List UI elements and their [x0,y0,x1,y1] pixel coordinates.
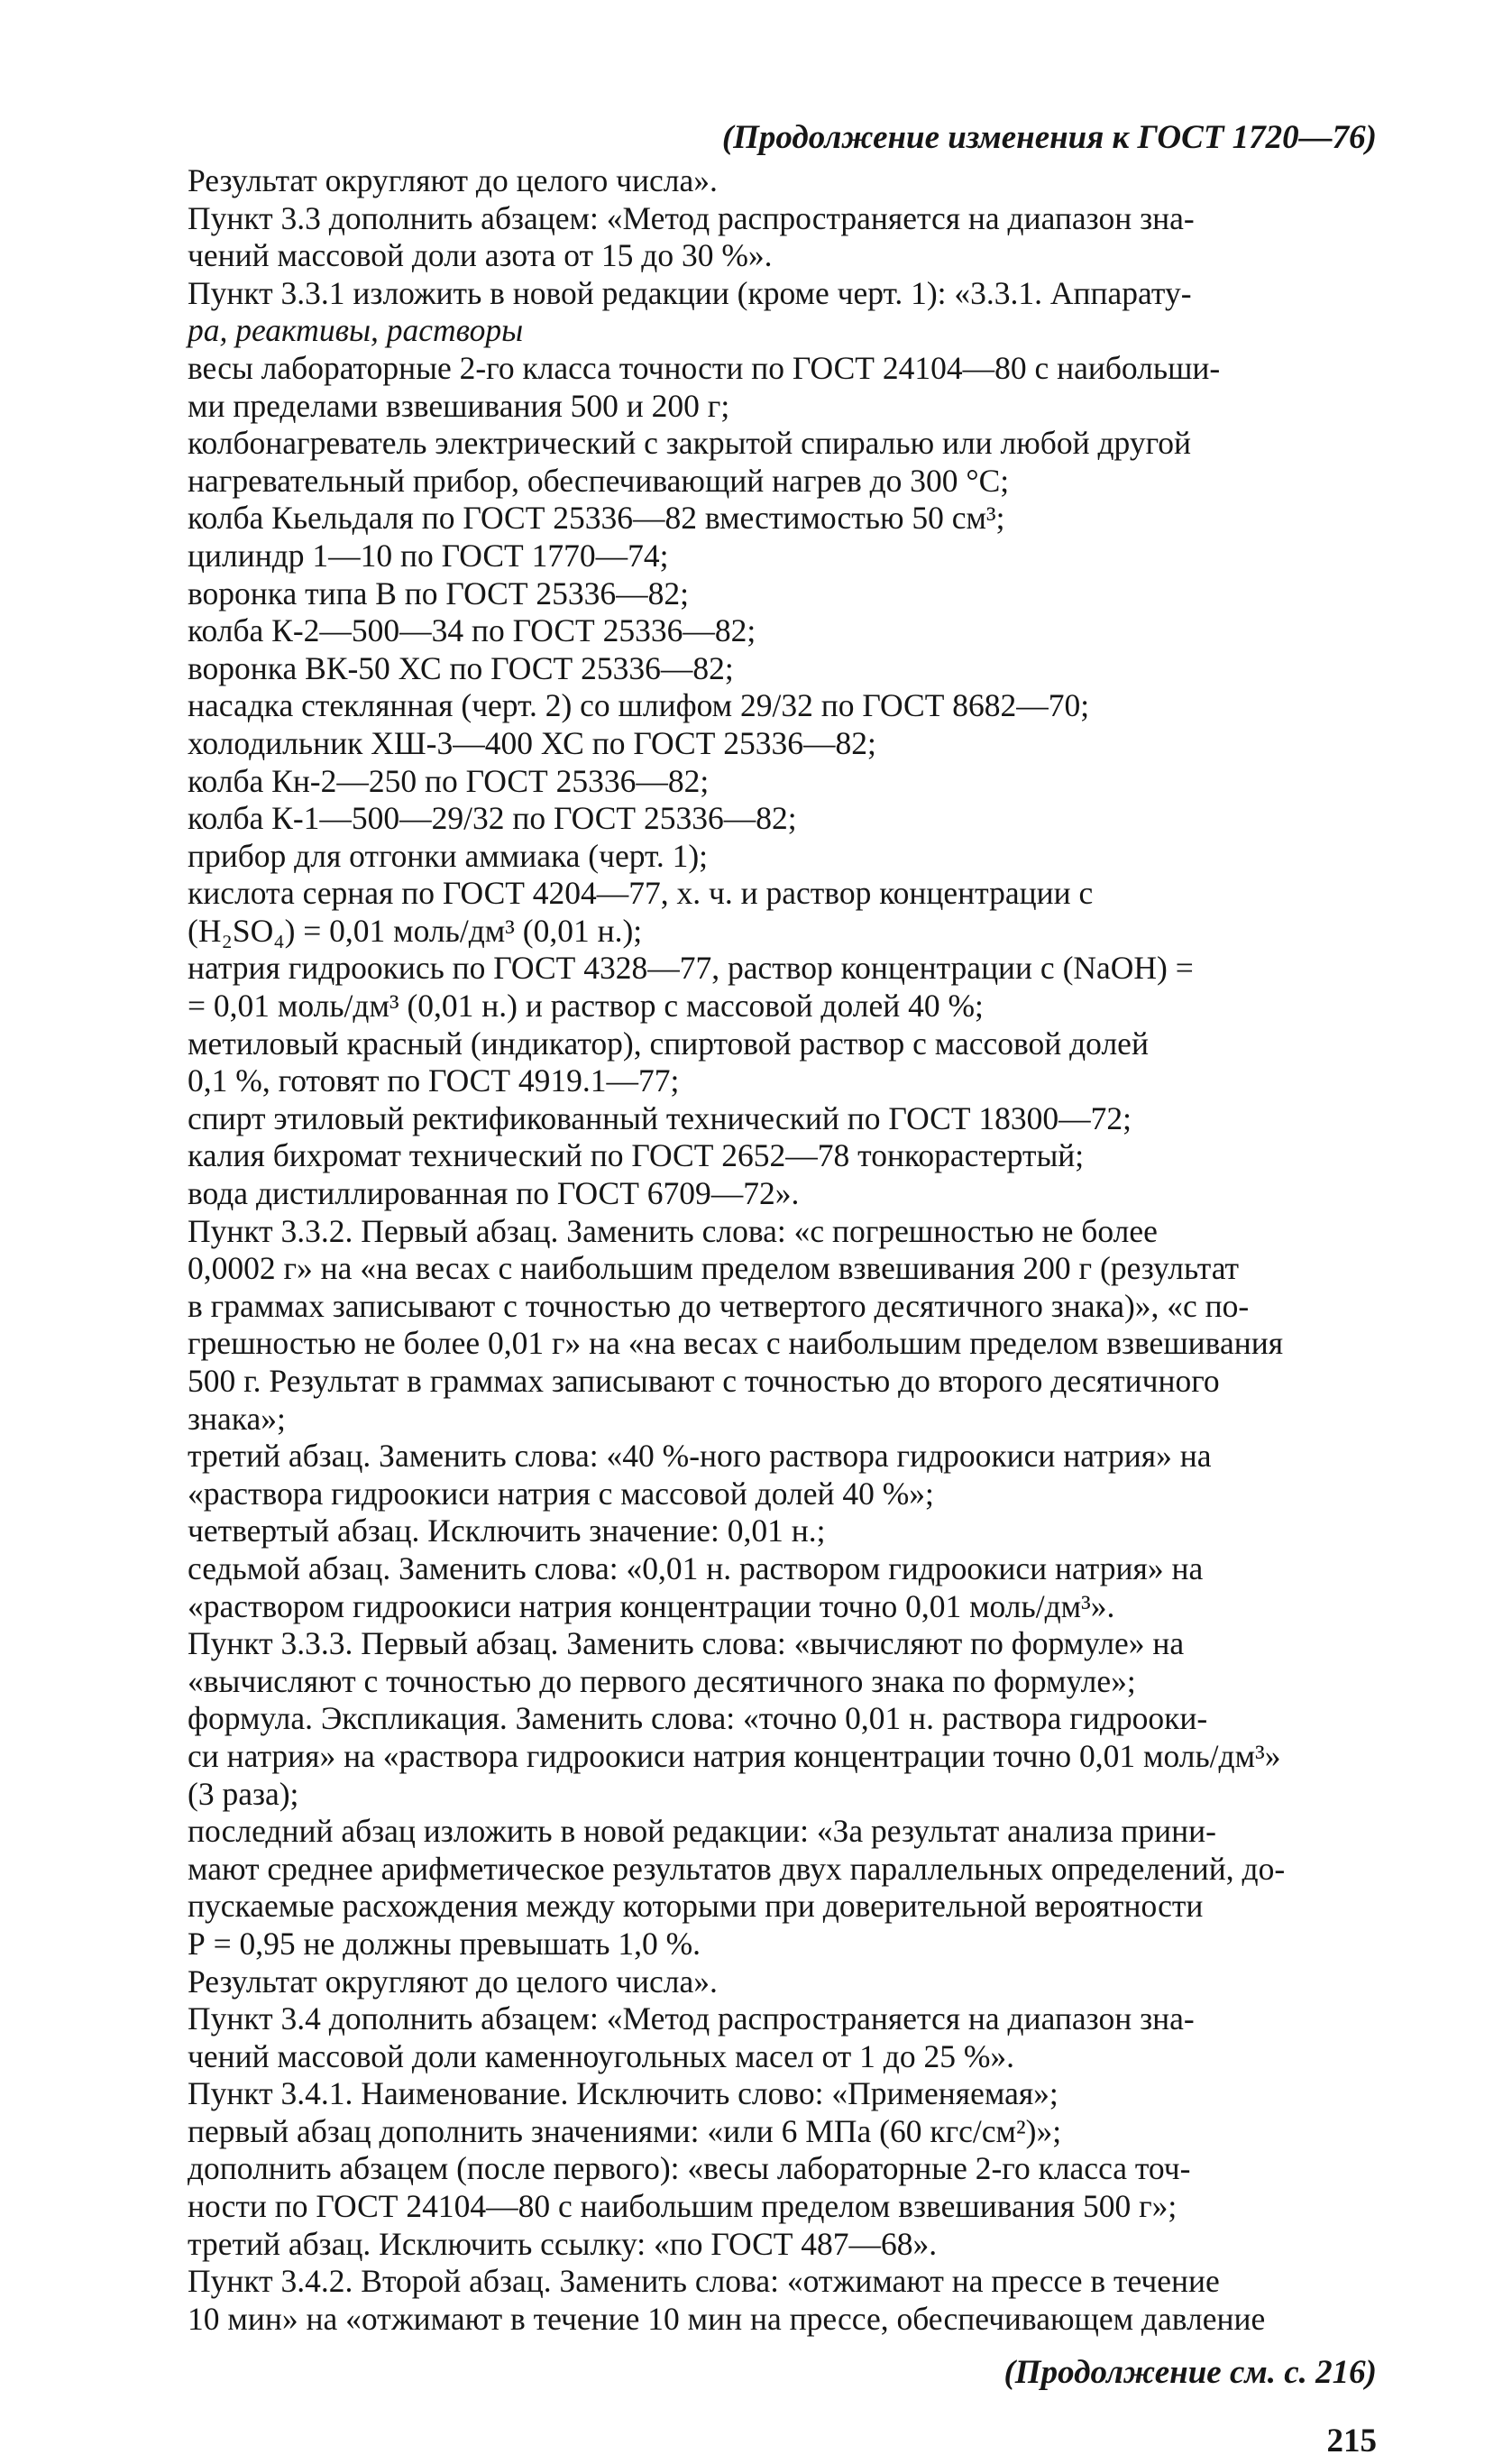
running-header: (Продолжение изменения к ГОСТ 1720—76) [721,119,1377,156]
text-line: 10 мин» на «отжимают в течение 10 мин на прессе, обеспечивающем давление [188,2300,1266,2337]
text-line: воронка типа В по ГОСТ 25336—82; [188,575,689,611]
text-line: воронка ВК-50 ХС по ГОСТ 25336—82; [188,649,734,686]
text-line: «раствором гидроокиси натрия концентрации точно 0,01 моль/дм³». [188,1587,1115,1624]
text-line: Пункт 3.4 дополнить абзацем: «Метод распространяется на диапазон зна- [188,2000,1195,2037]
text-line: Пункт 3.3.2. Первый абзац. Заменить слова: «с погрешностью не более [188,1212,1158,1249]
text-line: Пункт 3.4.1. Наименование. Исключить слово: «Применяемая»; [188,2075,1058,2112]
text-line: 0,0002 г» на «на весах с наибольшим пределом взвешивания 200 г (результат [188,1250,1240,1287]
text-line: Пункт 3.3.1 изложить в новой редакции (кроме черт. 1): «3.3.1. Аппарату- [188,274,1192,311]
text-line: ми пределами взвешивания 500 и 200 г; [188,387,730,424]
text-line: четвертый абзац. Исключить значение: 0,01 н.; [188,1512,826,1549]
text-line: мают среднее арифметическое результатов двух параллельных определений, до- [188,1850,1286,1887]
text-line: чений массовой доли каменноугольных масел от 1 до 25 %». [188,2037,1015,2074]
text-line: (3 раза); [188,1775,299,1812]
text-line: спирт этиловый ректификованный технический по ГОСТ 18300—72; [188,1099,1132,1136]
text-line: в граммах записывают с точностью до четвертого десятичного знака)», «с по- [188,1287,1250,1324]
text-line: 0,1 %, готовят по ГОСТ 4919.1—77; [188,1062,680,1099]
text-line: 500 г. Результат в граммах записывают с точностью до второго десятичного [188,1363,1220,1399]
text-line: ра, реактивы, растворы [188,312,524,349]
text-line: Результат округляют до целого числа». [188,1963,718,2000]
text-line: третий абзац. Заменить слова: «40 %-ного раствора гидроокиси натрия» на [188,1438,1212,1475]
text-line: прибор для отгонки аммиака (черт. 1); [188,837,709,874]
text-line: Пункт 3.3 дополнить абзацем: «Метод распространяется на диапазон зна- [188,199,1195,236]
page-number: 215 [1326,2423,1377,2460]
continuation-note: (Продолжение см. с. 216) [1003,2354,1377,2392]
text-line: цилиндр 1—10 по ГОСТ 1770—74; [188,537,669,574]
text-line: натрия гидроокись по ГОСТ 4328—77, раствор концентрации с (NaOH) = [188,950,1194,987]
text-line: «вычисляют с точностью до первого десятичного знака по формуле»; [188,1662,1136,1699]
text-line: калия бихромат технический по ГОСТ 2652—78 тонкорастертый; [188,1137,1085,1174]
text-line: насадка стеклянная (черт. 2) со шлифом 29/32 по ГОСТ 8682—70; [188,687,1090,724]
text-line: колба К-1—500—29/32 по ГОСТ 25336—82; [188,800,797,837]
document-body [188,162,1377,2338]
text-line: Пункт 3.3.3. Первый абзац. Заменить слова: «вычисляют по формуле» на [188,1625,1185,1662]
text-line: Результат округляют до целого числа». [188,162,718,198]
text-line: формула. Экспликация. Заменить слова: «точно 0,01 н. раствора гидрооки- [188,1700,1208,1737]
text-line: (H₂SO₄) = 0,01 моль/дм³ (0,01 н.); [188,912,643,949]
text-line: ности по ГОСТ 24104—80 с наибольшим пределом взвешивания 500 г»; [188,2188,1178,2225]
text-line: дополнить абзацем (после первого): «весы лабораторные 2-го класса точ- [188,2150,1191,2187]
text-line: весы лабораторные 2-го класса точности по ГОСТ 24104—80 с наибольши- [188,349,1221,386]
text-line: си натрия» на «раствора гидроокиси натрия концентрации точно 0,01 моль/дм³» [188,1737,1281,1774]
text-line: метиловый красный (индикатор), спиртовой раствор с массовой долей [188,1025,1149,1062]
text-line: нагревательный прибор, обеспечивающий нагрев до 300 °С; [188,462,1010,499]
text-line: чений массовой доли азота от 15 до 30 %». [188,237,773,274]
text-line: Пункт 3.4.2. Второй абзац. Заменить слова: «отжимают на прессе в течение [188,2263,1220,2300]
text-line: седьмой абзац. Заменить слова: «0,01 н. раствором гидроокиси натрия» на [188,1549,1204,1586]
text-line: грешностью не более 0,01 г» на «на весах с наибольшим пределом взвешивания [188,1325,1284,1362]
text-line: колба Кн-2—250 по ГОСТ 25336—82; [188,762,710,799]
text-line: знака»; [188,1400,286,1437]
text-line: = 0,01 моль/дм³ (0,01 н.) и раствор с массовой долей 40 %; [188,988,984,1025]
text-line: колба Кьельдаля по ГОСТ 25336—82 вместимостью 50 см³; [188,500,1005,537]
text-line: третий абзац. Исключить ссылку: «по ГОСТ 487—68». [188,2225,938,2262]
text-line: вода дистиллированная по ГОСТ 6709—72». [188,1175,800,1212]
text-line: последний абзац изложить в новой редакции: «За результат анализа прини- [188,1813,1216,1850]
text-line: Р = 0,95 не должны превышать 1,0 %. [188,1925,701,1962]
text-line: первый абзац дополнить значениями: «или 6 МПа (60 кгс/см²)»; [188,2112,1062,2149]
text-line: кислота серная по ГОСТ 4204—77, х. ч. и раствор концентрации с [188,875,1094,912]
text-line: холодильник ХШ-3—400 ХС по ГОСТ 25336—82; [188,724,876,761]
text-line: «раствора гидроокиси натрия с массовой долей 40 %»; [188,1475,934,1512]
text-line: колба К-2—500—34 по ГОСТ 25336—82; [188,612,756,649]
text-line: колбонагреватель электрический с закрытой спиралью или любой другой [188,425,1191,462]
text-line: пускаемые расхождения между которыми при доверительной вероятности [188,1888,1204,1925]
